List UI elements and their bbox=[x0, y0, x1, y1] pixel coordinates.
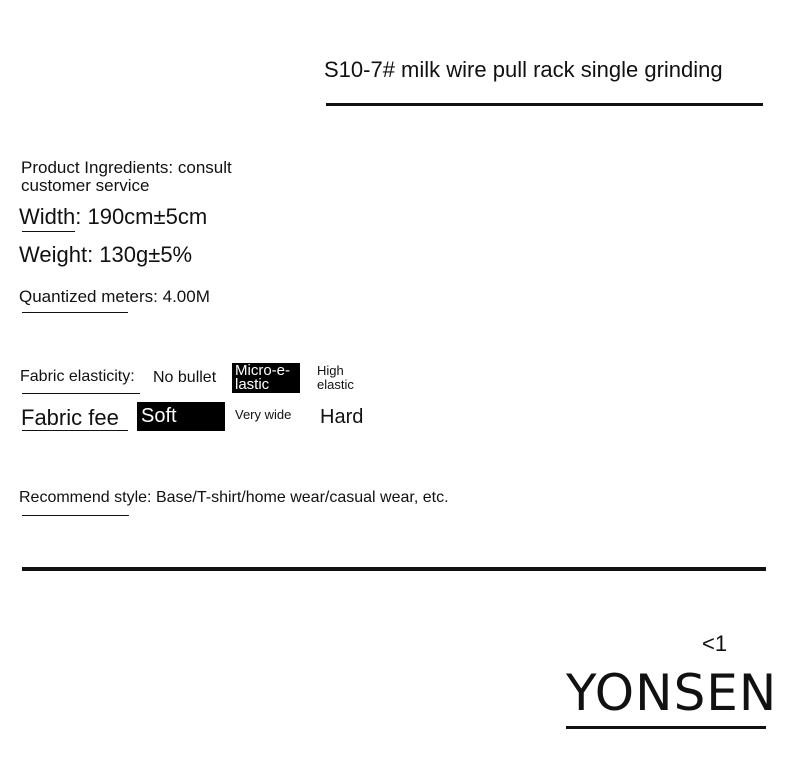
fabric-feel-label: Fabric fee bbox=[21, 405, 119, 430]
ingredients-text: Product Ingredients: consult customer service bbox=[21, 158, 232, 195]
meters-spec: Quantized meters: 4.00M bbox=[19, 287, 210, 306]
brand-logo: YONSEN bbox=[566, 664, 778, 722]
elasticity-option-no-bullet: No bullet bbox=[153, 369, 217, 386]
width-underline bbox=[22, 231, 75, 232]
feel-option-hard: Hard bbox=[320, 406, 364, 428]
feel-underline bbox=[22, 430, 128, 431]
feel-option-very-wide: Very wide bbox=[235, 407, 292, 422]
feel-option-soft: Soft bbox=[137, 402, 225, 431]
page-title: S10-7# milk wire pull rack single grinding bbox=[324, 57, 723, 82]
width-label: Width bbox=[19, 204, 76, 229]
brand-underline bbox=[566, 726, 766, 729]
page-number: <1 bbox=[702, 631, 728, 656]
meters-underline bbox=[22, 312, 128, 313]
style-underline bbox=[22, 515, 129, 516]
title-underline bbox=[326, 103, 763, 106]
elasticity-option-micro-elastic: Micro-e-lastic bbox=[232, 363, 300, 393]
elasticity-underline bbox=[22, 393, 140, 394]
elasticity-option-high-elastic: High elastic bbox=[317, 363, 354, 392]
fabric-elasticity-label: Fabric elasticity: bbox=[20, 368, 135, 385]
recommend-style-text: Recommend style: Base/T-shirt/home wear/casual wear, etc. bbox=[19, 489, 449, 506]
section-divider bbox=[22, 567, 766, 571]
width-spec bbox=[19, 204, 207, 230]
width-value: : 190cm±5cm bbox=[75, 204, 208, 229]
weight-spec: Weight: 130g±5% bbox=[19, 242, 193, 267]
